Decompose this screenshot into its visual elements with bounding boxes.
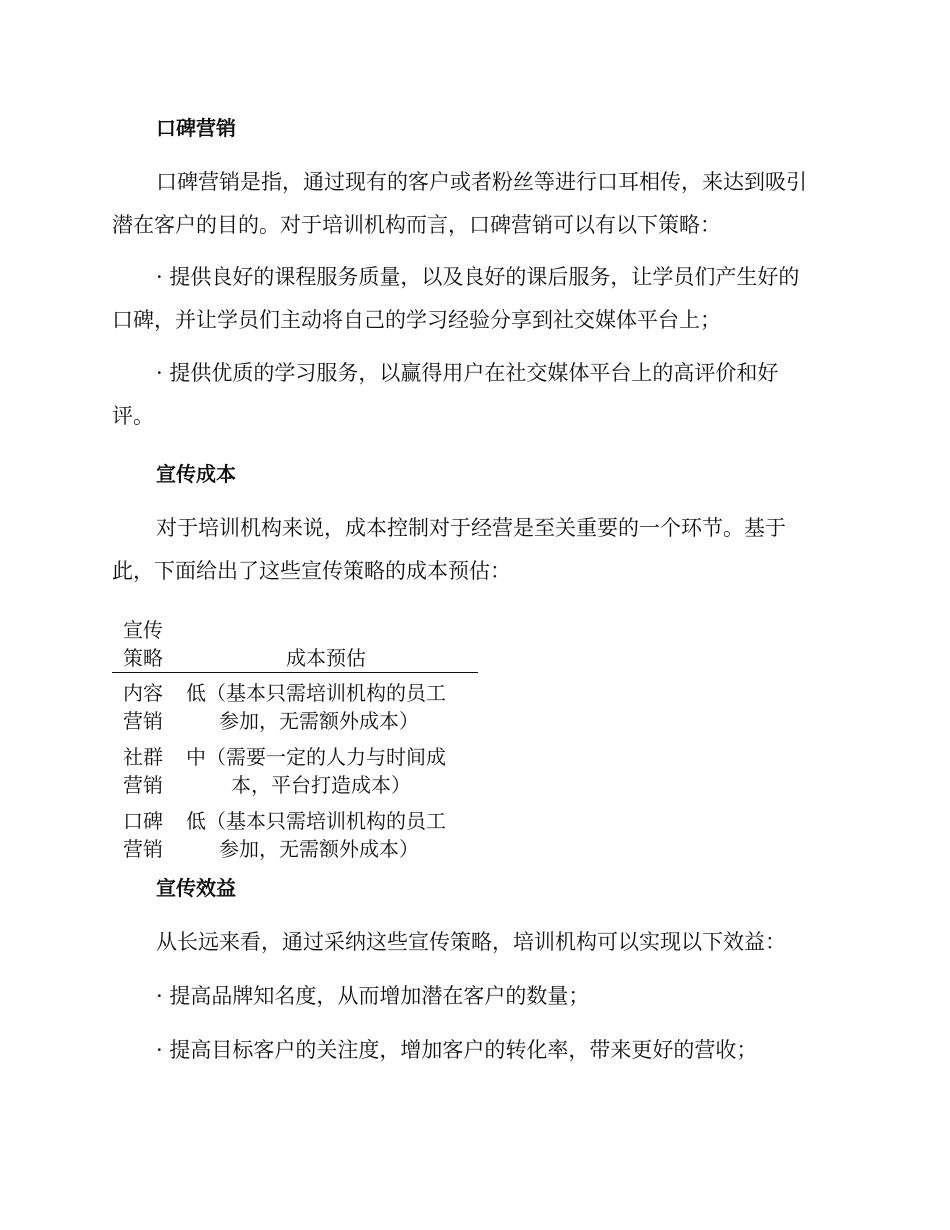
header-strategy xyxy=(123,616,171,672)
strategy-cell xyxy=(123,743,171,799)
table-row xyxy=(112,743,478,807)
cell-line: 口碑 xyxy=(123,809,163,833)
cell-line: 中（需要一定的人力与时间成 xyxy=(186,745,446,769)
heading-cost: 宣传成本 xyxy=(156,462,236,486)
table-row xyxy=(112,807,478,871)
cell-line: 内容 xyxy=(123,681,163,705)
cell-line: 低（基本只需培训机构的员工 xyxy=(186,681,446,705)
header-strategy-line: 宣传 xyxy=(123,618,163,642)
cell-line: 营销 xyxy=(123,709,163,733)
strategy-cell xyxy=(123,679,171,735)
text-line: 口碑，并让学员们主动将自己的学习经验分享到社交媒体平台上； xyxy=(112,308,721,332)
para-benefit-intro xyxy=(112,921,832,964)
heading-benefit: 宣传效益 xyxy=(156,876,236,900)
text-line: 从长远来看，通过采纳这些宣传策略，培训机构可以实现以下效益： xyxy=(156,930,786,954)
cell-line: 低（基本只需培训机构的员工 xyxy=(186,809,446,833)
text-line: 潜在客户的目的。对于培训机构而言，口碑营销可以有以下策略： xyxy=(112,213,721,237)
text-line: 对于培训机构来说，成本控制对于经营是至关重要的一个环节。基于 xyxy=(156,516,786,540)
para-word-of-mouth-intro xyxy=(112,161,832,247)
cell-line: 营销 xyxy=(123,837,163,861)
cost-cell xyxy=(186,743,478,799)
text-line: · 提高品牌知名度，从而增加潜在客户的数量； xyxy=(156,984,590,1008)
cell-line: 社群 xyxy=(123,745,163,769)
bullet-conversion-rate xyxy=(112,1029,832,1072)
text-line: · 提高目标客户的关注度，增加客户的转化率，带来更好的营收； xyxy=(156,1038,758,1062)
text-line: 此，下面给出了这些宣传策略的成本预估： xyxy=(112,559,511,583)
cell-line: 参加，无需额外成本） xyxy=(219,709,419,733)
cost-cell xyxy=(186,679,478,735)
header-cost-estimate: 成本预估 xyxy=(286,646,366,670)
cost-cell xyxy=(186,807,478,863)
para-cost-intro xyxy=(112,507,832,593)
cell-line: 本，平台打造成本） xyxy=(231,773,411,797)
cell-line: 参加，无需额外成本） xyxy=(219,837,419,861)
cell-line: 营销 xyxy=(123,773,163,797)
strategy-cell xyxy=(123,807,171,863)
header-strategy-line: 策略 xyxy=(123,646,163,670)
bullet-brand-awareness xyxy=(112,975,832,1018)
text-line: · 提供良好的课程服务质量，以及良好的课后服务，让学员们产生好的 xyxy=(156,265,800,289)
table-header xyxy=(112,614,478,673)
heading-word-of-mouth: 口碑营销 xyxy=(156,116,236,140)
bullet-learning-service xyxy=(112,352,832,438)
text-line: 评。 xyxy=(112,404,154,428)
bullet-service-quality xyxy=(112,256,832,342)
text-line: 口碑营销是指，通过现有的客户或者粉丝等进行口耳相传，来达到吸引 xyxy=(156,170,807,194)
cost-table xyxy=(112,614,478,871)
text-line: · 提供优质的学习服务，以赢得用户在社交媒体平台上的高评价和好 xyxy=(156,361,779,385)
table-row xyxy=(112,679,478,743)
